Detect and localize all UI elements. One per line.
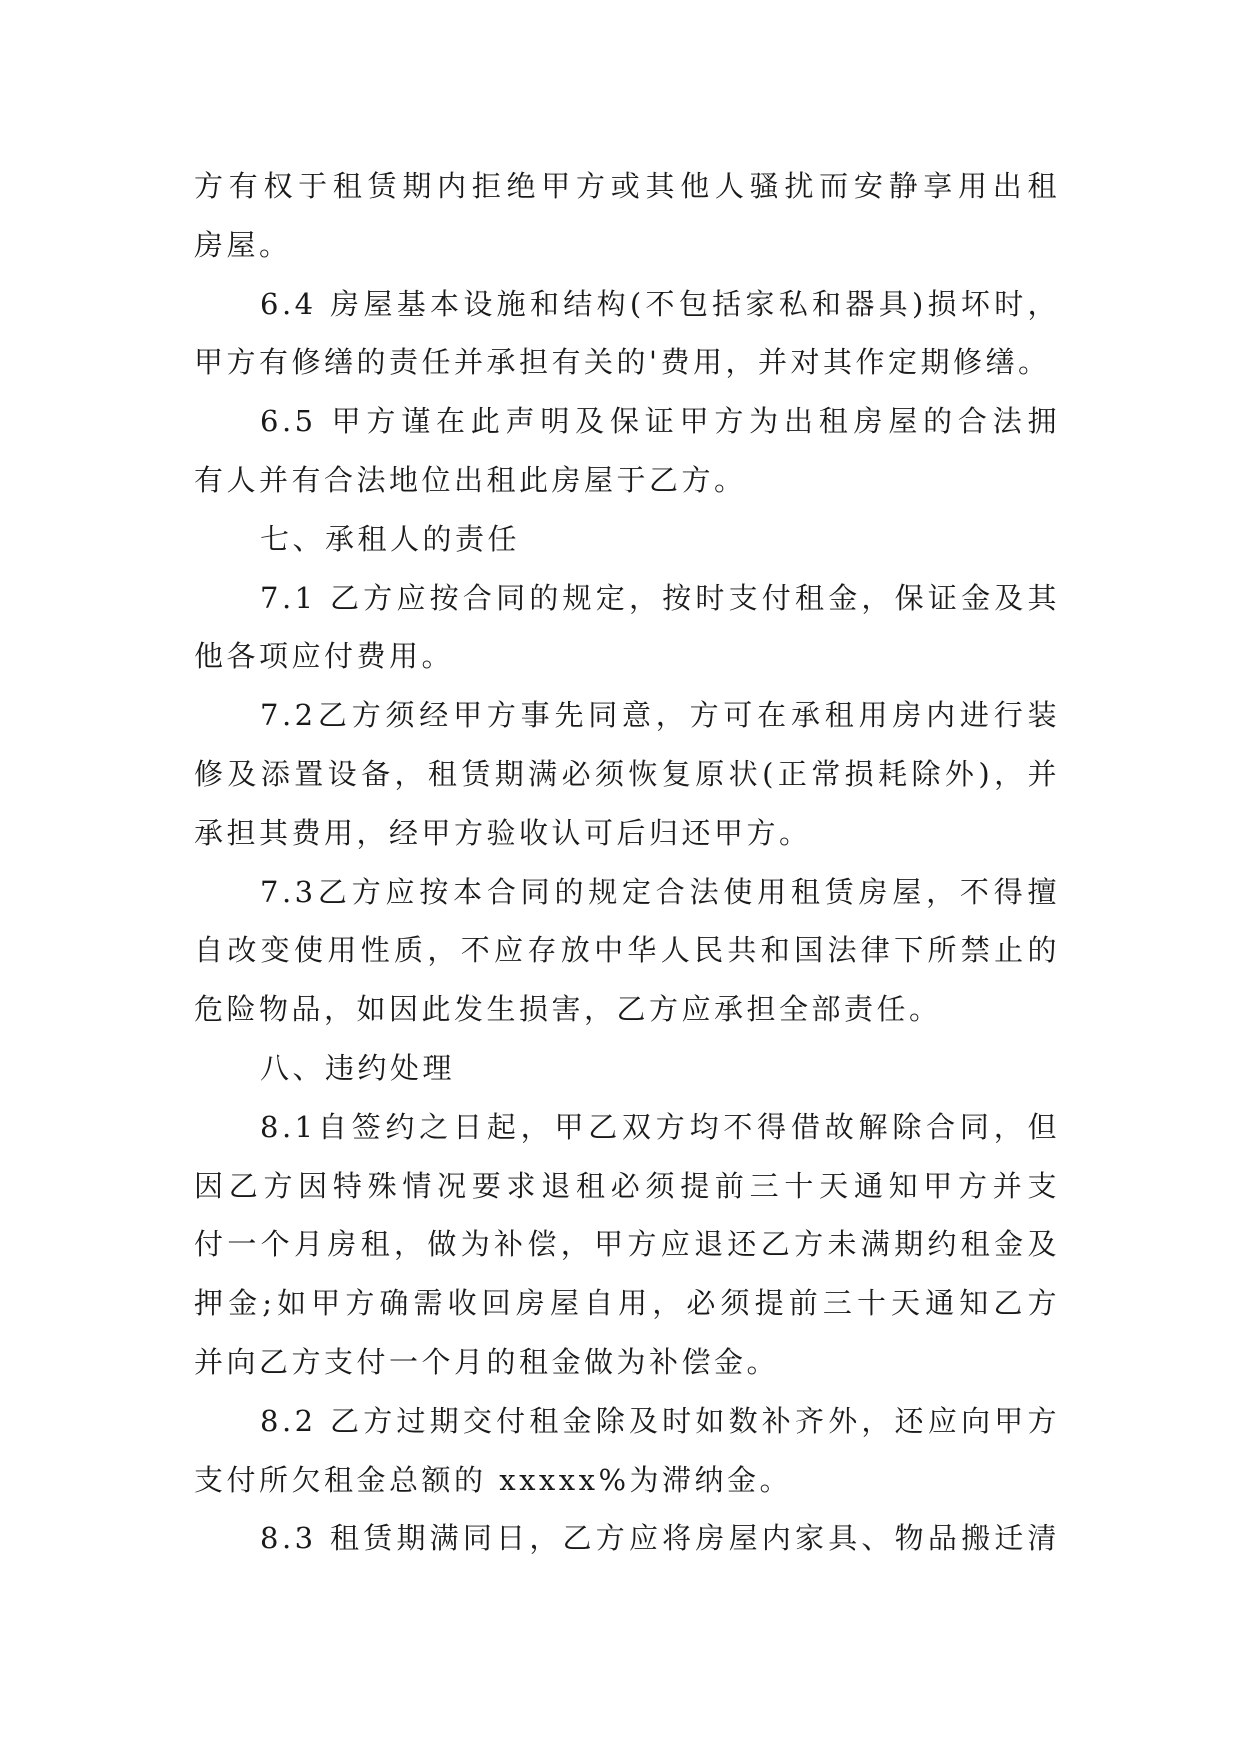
clause-6-5 (194, 392, 1060, 510)
paragraph-line: 承担其费用，经甲方验收认可后归还甲方。 (194, 815, 812, 850)
paragraph-line: 6.5 甲方谨在此声明及保证甲方为出租房屋的合法拥 (260, 404, 1060, 439)
paragraph-line: 7.3乙方应按本合同的规定合法使用租赁房屋，不得擅 (260, 874, 1060, 909)
section-heading (194, 510, 1060, 569)
section-heading (194, 1039, 1060, 1098)
paragraph-line: 因乙方因特殊情况要求退租必须提前三十天通知甲方并支 (194, 1168, 1060, 1203)
paragraph-line: 甲方有修缮的责任并承担有关的'费用，并对其作定期修缮。 (194, 345, 1051, 380)
clause-7-1 (194, 569, 1060, 687)
paragraph-line: 支付所欠租金总额的 xxxxx%为滞纳金。 (194, 1462, 793, 1497)
clause-6-4 (194, 275, 1060, 393)
paragraph-line: 有人并有合法地位出租此房屋于乙方。 (194, 462, 747, 497)
paragraph-line: 危险物品，如因此发生损害，乙方应承担全部责任。 (194, 992, 942, 1027)
paragraph-line: 7.2乙方须经甲方事先同意，方可在承租用房内进行装 (260, 698, 1060, 733)
paragraph-line: 修及添置设备，租赁期满必须恢复原状(正常损耗除外)，并 (194, 756, 1060, 791)
clause-8-1 (194, 1098, 1060, 1392)
paragraph-line: 他各项应付费用。 (194, 639, 455, 674)
paragraph-line: 并向乙方支付一个月的租金做为补偿金。 (194, 1344, 780, 1379)
paragraph-line: 押金;如甲方确需收回房屋自用，必须提前三十天通知乙方 (194, 1286, 1060, 1321)
section-heading-text: 七、承租人的责任 (260, 521, 521, 556)
clause-7-3 (194, 863, 1060, 1039)
paragraph-line: 8.1自签约之日起，甲乙双方均不得借故解除合同，但 (260, 1109, 1060, 1144)
document-body (194, 157, 1060, 1568)
paragraph-line: 房屋。 (194, 227, 292, 262)
paragraph-line: 7.1 乙方应按合同的规定，按时支付租金，保证金及其 (260, 580, 1060, 615)
paragraph-line: 付一个月房租，做为补偿，甲方应退还乙方未满期约租金及 (194, 1227, 1060, 1262)
paragraph-line: 8.3 租赁期满同日，乙方应将房屋内家具、物品搬迁清 (260, 1521, 1060, 1556)
clause-8-2 (194, 1392, 1060, 1510)
paragraph-line: 方有权于租赁期内拒绝甲方或其他人骚扰而安静享用出租 (194, 169, 1060, 203)
clause-7-2 (194, 686, 1060, 862)
paragraph-line: 8.2 乙方过期交付租金除及时如数补齐外，还应向甲方 (260, 1403, 1060, 1438)
paragraph-line: 6.4 房屋基本设施和结构(不包括家私和器具)损坏时， (260, 286, 1060, 321)
paragraph-line: 自改变使用性质，不应存放中华人民共和国法律下所禁止的 (194, 933, 1060, 968)
clause-8-3 (194, 1509, 1060, 1568)
paragraph-continued (194, 157, 1060, 275)
section-heading-text: 八、违约处理 (260, 1050, 456, 1085)
